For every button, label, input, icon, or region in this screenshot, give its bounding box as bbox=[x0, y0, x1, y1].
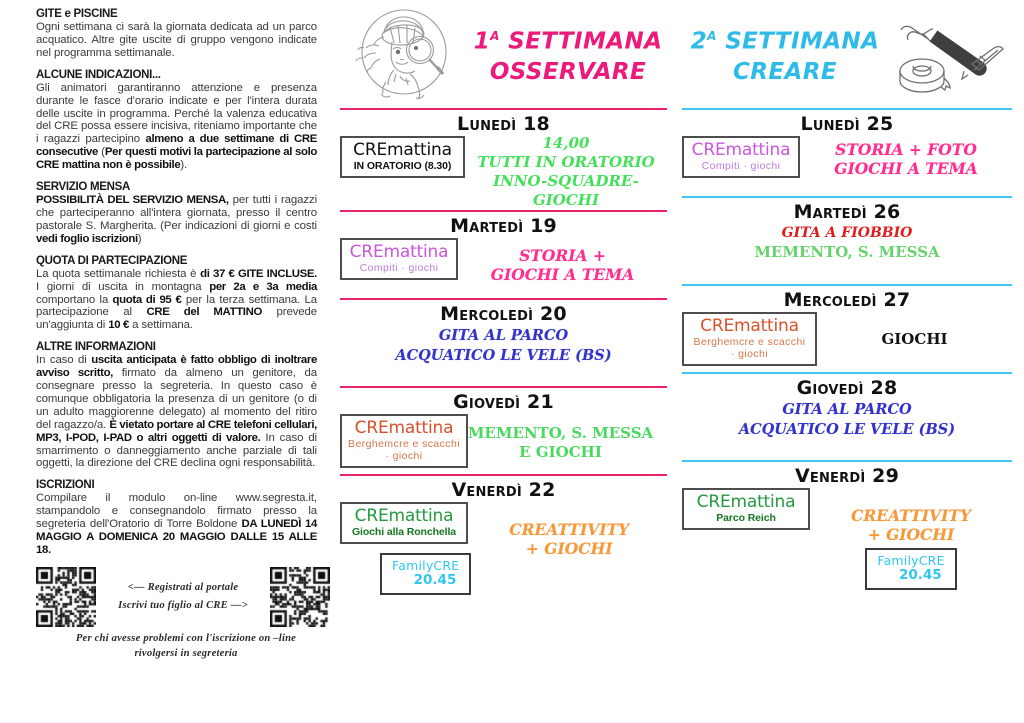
info-section bbox=[36, 479, 336, 557]
info-section-title: ALTRE INFORMAZIONI bbox=[36, 341, 156, 354]
activity-text bbox=[881, 330, 947, 349]
cremattina-subtitle: Berghemcre e scacchi · giochi bbox=[348, 438, 460, 462]
detective-girl-magnifier-icon bbox=[340, 4, 468, 104]
activity-text bbox=[468, 424, 653, 462]
familycre-box bbox=[865, 548, 956, 590]
day-content bbox=[340, 414, 667, 474]
info-section-title: QUOTA DI PARTECIPAZIONE bbox=[36, 254, 188, 267]
day-left-boxes bbox=[682, 136, 800, 178]
day-content bbox=[682, 312, 1012, 372]
week-1-title bbox=[468, 21, 668, 87]
cremattina-box bbox=[682, 136, 800, 178]
day-name: Giovedì 21 bbox=[453, 391, 554, 413]
info-section bbox=[36, 255, 336, 333]
activity-line: ACQUATICO LE VELE (BS) bbox=[395, 347, 612, 364]
cremattina-title: CREmattina bbox=[700, 316, 799, 336]
day-content bbox=[682, 488, 1012, 590]
day-left-boxes bbox=[340, 414, 468, 468]
day-content bbox=[682, 400, 1012, 460]
cremattina-box bbox=[340, 238, 458, 280]
activity-text bbox=[754, 224, 939, 262]
qr-footer-line1: Per chi avesse problemi con l'iscrizione on –line bbox=[75, 632, 297, 644]
week-1-days bbox=[340, 108, 676, 595]
week-2-days bbox=[682, 108, 1016, 590]
activity-line: INNO-SQUADRE- bbox=[493, 172, 639, 190]
activity-line: GITA AL PARCO bbox=[438, 327, 569, 344]
info-section bbox=[36, 341, 336, 470]
program-grid bbox=[336, 0, 1024, 723]
activity-line: E GIOCHI bbox=[519, 443, 602, 461]
day-right-content bbox=[810, 488, 1012, 590]
activity-text bbox=[739, 400, 955, 440]
qr-registration-row bbox=[36, 567, 330, 627]
cremattina-subtitle: Giochi alla Ronchella bbox=[351, 526, 457, 538]
activity-line: GITA A FIOBBIO bbox=[781, 225, 913, 241]
familycre-title: FamilyCRE bbox=[877, 553, 945, 568]
day-name: Mercoledì 27 bbox=[783, 289, 911, 311]
cremattina-box bbox=[682, 312, 817, 366]
day-name: Venerdì 22 bbox=[451, 479, 556, 501]
activity-line: GITA AL PARCO bbox=[782, 401, 912, 418]
day-content bbox=[340, 326, 667, 386]
familycre-title: FamilyCRE bbox=[392, 558, 460, 573]
activity-text bbox=[395, 326, 611, 366]
day-name: Venerdì 29 bbox=[794, 465, 900, 487]
activity-line: STORIA + bbox=[519, 246, 606, 265]
cremattina-subtitle: Compiti · giochi bbox=[359, 262, 439, 274]
cremattina-box bbox=[682, 488, 810, 530]
day-left-boxes bbox=[340, 238, 458, 280]
day-row bbox=[682, 284, 1012, 372]
day-right-content bbox=[465, 136, 667, 210]
familycre-time: 20.45 bbox=[898, 567, 942, 583]
day-name: Giovedì 28 bbox=[796, 377, 898, 399]
cremattina-title: CREmattina bbox=[696, 492, 796, 512]
activity-line: STORIA + FOTO bbox=[835, 140, 977, 159]
info-section-body: La quota settimanale richiesta è di 37 € GITE INCLUSE. I giorni di uscita in montagna per 2a e 3a media comportano la quota di 95 € per la terza settimana. La partecipazione al CRE del MATTINO prevede un'aggiunta di 10 € a settimana. bbox=[36, 267, 318, 332]
cremattina-box bbox=[340, 136, 465, 178]
activity-line: + GIOCHI bbox=[867, 525, 955, 544]
day-right-content bbox=[800, 136, 1012, 178]
activity-line: TUTTI IN ORATORIO bbox=[477, 153, 655, 171]
activity-line: GIOCHI A TEMA bbox=[834, 159, 978, 178]
activity-line: ACQUATICO LE VELE (BS) bbox=[738, 421, 956, 438]
info-section-title: GITE e PISCINE bbox=[36, 8, 118, 20]
day-left-boxes bbox=[340, 502, 471, 595]
day-content bbox=[340, 502, 667, 595]
activity-text bbox=[851, 506, 971, 544]
activity-line: + GIOCHI bbox=[525, 539, 613, 558]
cremattina-subtitle: Compiti · giochi bbox=[701, 160, 781, 172]
week-1-ordinal-sup: A bbox=[490, 29, 500, 44]
info-section-title: ISCRIZIONI bbox=[36, 479, 95, 492]
activity-line: 14,00 bbox=[542, 134, 590, 152]
qr-enroll-label: Iscrivi tuo figlio al CRE —> bbox=[118, 600, 248, 612]
day-right-content bbox=[468, 414, 667, 462]
day-name: Lunedì 18 bbox=[457, 113, 550, 135]
info-section-title: ALCUNE INDICAZIONI... bbox=[36, 68, 161, 81]
activity-text bbox=[509, 520, 629, 558]
day-right-content bbox=[682, 400, 1012, 440]
info-section-title: SERVIZIO MENSA bbox=[36, 181, 130, 194]
day-name: Mercoledì 20 bbox=[440, 303, 567, 325]
info-section bbox=[36, 8, 336, 60]
day-content bbox=[340, 238, 667, 298]
cremattina-title: CREmattina bbox=[354, 418, 454, 438]
info-section-body: Compilare il modulo on-line www.segresta.it, stampandolo e consegnandolo firmato presso la segreteria dell'Oratorio di Torre Boldone DA LUNEDÌ 14 MAGGIO A DOMENICA 20 MAGGIO DALLE 15 ALLE 18. bbox=[36, 492, 317, 556]
day-row bbox=[340, 298, 667, 386]
cremattina-box bbox=[340, 502, 468, 544]
cremattina-subtitle: Parco Reich bbox=[716, 512, 776, 524]
day-row bbox=[682, 372, 1012, 460]
cremattina-subtitle: IN ORATORIO (8.30) bbox=[353, 160, 452, 172]
week-2-ordinal: 2 bbox=[690, 28, 708, 55]
day-content bbox=[682, 224, 1012, 284]
activity-line: GIOCHI bbox=[881, 330, 948, 348]
day-left-boxes bbox=[682, 312, 817, 366]
week-2-theme: CREARE bbox=[733, 58, 837, 85]
week-2-label: SETTIMANA bbox=[725, 28, 880, 55]
activity-line: MEMENTO, S. MESSA bbox=[467, 424, 654, 442]
activity-line: CREATTIVITY bbox=[851, 506, 971, 525]
day-content bbox=[682, 136, 1012, 196]
activity-text bbox=[491, 246, 635, 284]
info-section-body: Ogni settimana ci sarà la giornata dedicata ad un parco acquatico. Altre gite uscite di gruppo vengono indicate nel programma settimanale. bbox=[36, 21, 317, 59]
day-row bbox=[340, 474, 667, 595]
day-row bbox=[340, 210, 667, 298]
day-left-boxes bbox=[682, 488, 810, 530]
activity-text bbox=[477, 134, 654, 210]
qr-footer-note bbox=[36, 631, 336, 661]
qr-portal-label: <— Registrati al portale bbox=[127, 582, 239, 594]
paintbrush-tape-pencil-icon bbox=[888, 4, 1008, 104]
day-right-content bbox=[340, 326, 667, 366]
activity-line: GIOCHI bbox=[532, 191, 599, 209]
cremattina-subtitle: Berghemcre e scacchi · giochi bbox=[693, 336, 806, 360]
day-right-content bbox=[471, 502, 667, 558]
familycre-time: 20.45 bbox=[413, 572, 457, 588]
day-row bbox=[682, 196, 1012, 284]
week-column-1 bbox=[336, 0, 676, 723]
day-row bbox=[340, 386, 667, 474]
qr-code-portal[interactable] bbox=[36, 567, 96, 627]
info-section bbox=[36, 69, 336, 172]
activity-line: MEMENTO, S. MESSA bbox=[754, 243, 940, 261]
week-1-ordinal: 1 bbox=[473, 28, 491, 55]
week-1-label: SETTIMANA bbox=[508, 28, 663, 55]
day-right-content bbox=[682, 224, 1012, 262]
day-right-content bbox=[817, 312, 1012, 349]
day-row bbox=[340, 108, 667, 210]
week-2-title bbox=[682, 21, 888, 87]
info-section-body: POSSIBILITÀ DEL SERVIZIO MENSA, per tutti i ragazzi che parteciperanno all'intera giornata, presso il centro pastorale S. Margherita. (Per indicazioni di giorni e costi vedi foglio iscrizioni) bbox=[36, 194, 317, 245]
cremattina-title: CREmattina bbox=[349, 242, 449, 262]
week-column-2 bbox=[676, 0, 1016, 723]
day-row bbox=[682, 460, 1012, 590]
day-right-content bbox=[458, 238, 667, 284]
info-section-body: In caso di uscita anticipata è fatto obbligo di inoltrare avviso scritto, firmato da almeno un genitore, da consegnare presso la segreteria. In questo caso è comunque obbligatoria la presenza di un genitore (o di un adulto maggiorenne delegato) al momento del ritiro del ragazzo/a. È vietato portare al CRE telefoni cellulari, MP3, I-POD, I-PAD o altri oggetti di valore. In caso di smarrimento o danneggiamento anche parziale di tali oggetti, la direzione del CRE declina ogni responsabilità. bbox=[36, 354, 317, 470]
qr-footer-line2: rivolgersi in segreteria bbox=[134, 647, 238, 659]
info-sections bbox=[36, 8, 336, 557]
day-name: Martedì 19 bbox=[450, 215, 557, 237]
week-1-header bbox=[340, 0, 676, 108]
cremattina-title: CREmattina bbox=[354, 506, 454, 526]
day-name: Martedì 26 bbox=[793, 201, 901, 223]
activity-line: GIOCHI A TEMA bbox=[490, 265, 635, 284]
day-content bbox=[340, 136, 667, 210]
day-row bbox=[682, 108, 1012, 196]
activity-line: CREATTIVITY bbox=[509, 520, 630, 539]
info-section bbox=[36, 181, 336, 246]
cremattina-title: CREmattina bbox=[691, 140, 791, 160]
day-left-boxes bbox=[340, 136, 465, 178]
qr-code-enroll[interactable] bbox=[270, 567, 330, 627]
week-2-ordinal-sup: A bbox=[707, 29, 717, 44]
cremattina-title: CREmattina bbox=[353, 140, 452, 160]
information-column bbox=[0, 0, 336, 723]
cremattina-box bbox=[340, 414, 468, 468]
day-name: Lunedì 25 bbox=[800, 113, 894, 135]
info-section-body: Gli animatori garantiranno attenzione e presenza durante le fasce d'orario indicate e per l'intera durata delle uscite in programma. Perché la valenza educativa del CRE possa essere incisiva, riteniamo importante che i ragazzi partecipino almeno a due settimane di CRE consecutive (Per questi motivi la partecipazione al solo CRE mattina non è possibile). bbox=[36, 81, 317, 172]
activity-text bbox=[834, 140, 978, 178]
week-2-header bbox=[682, 0, 1016, 108]
familycre-box bbox=[380, 553, 471, 595]
week-1-theme: OSSERVARE bbox=[489, 58, 647, 85]
qr-labels bbox=[96, 575, 270, 618]
